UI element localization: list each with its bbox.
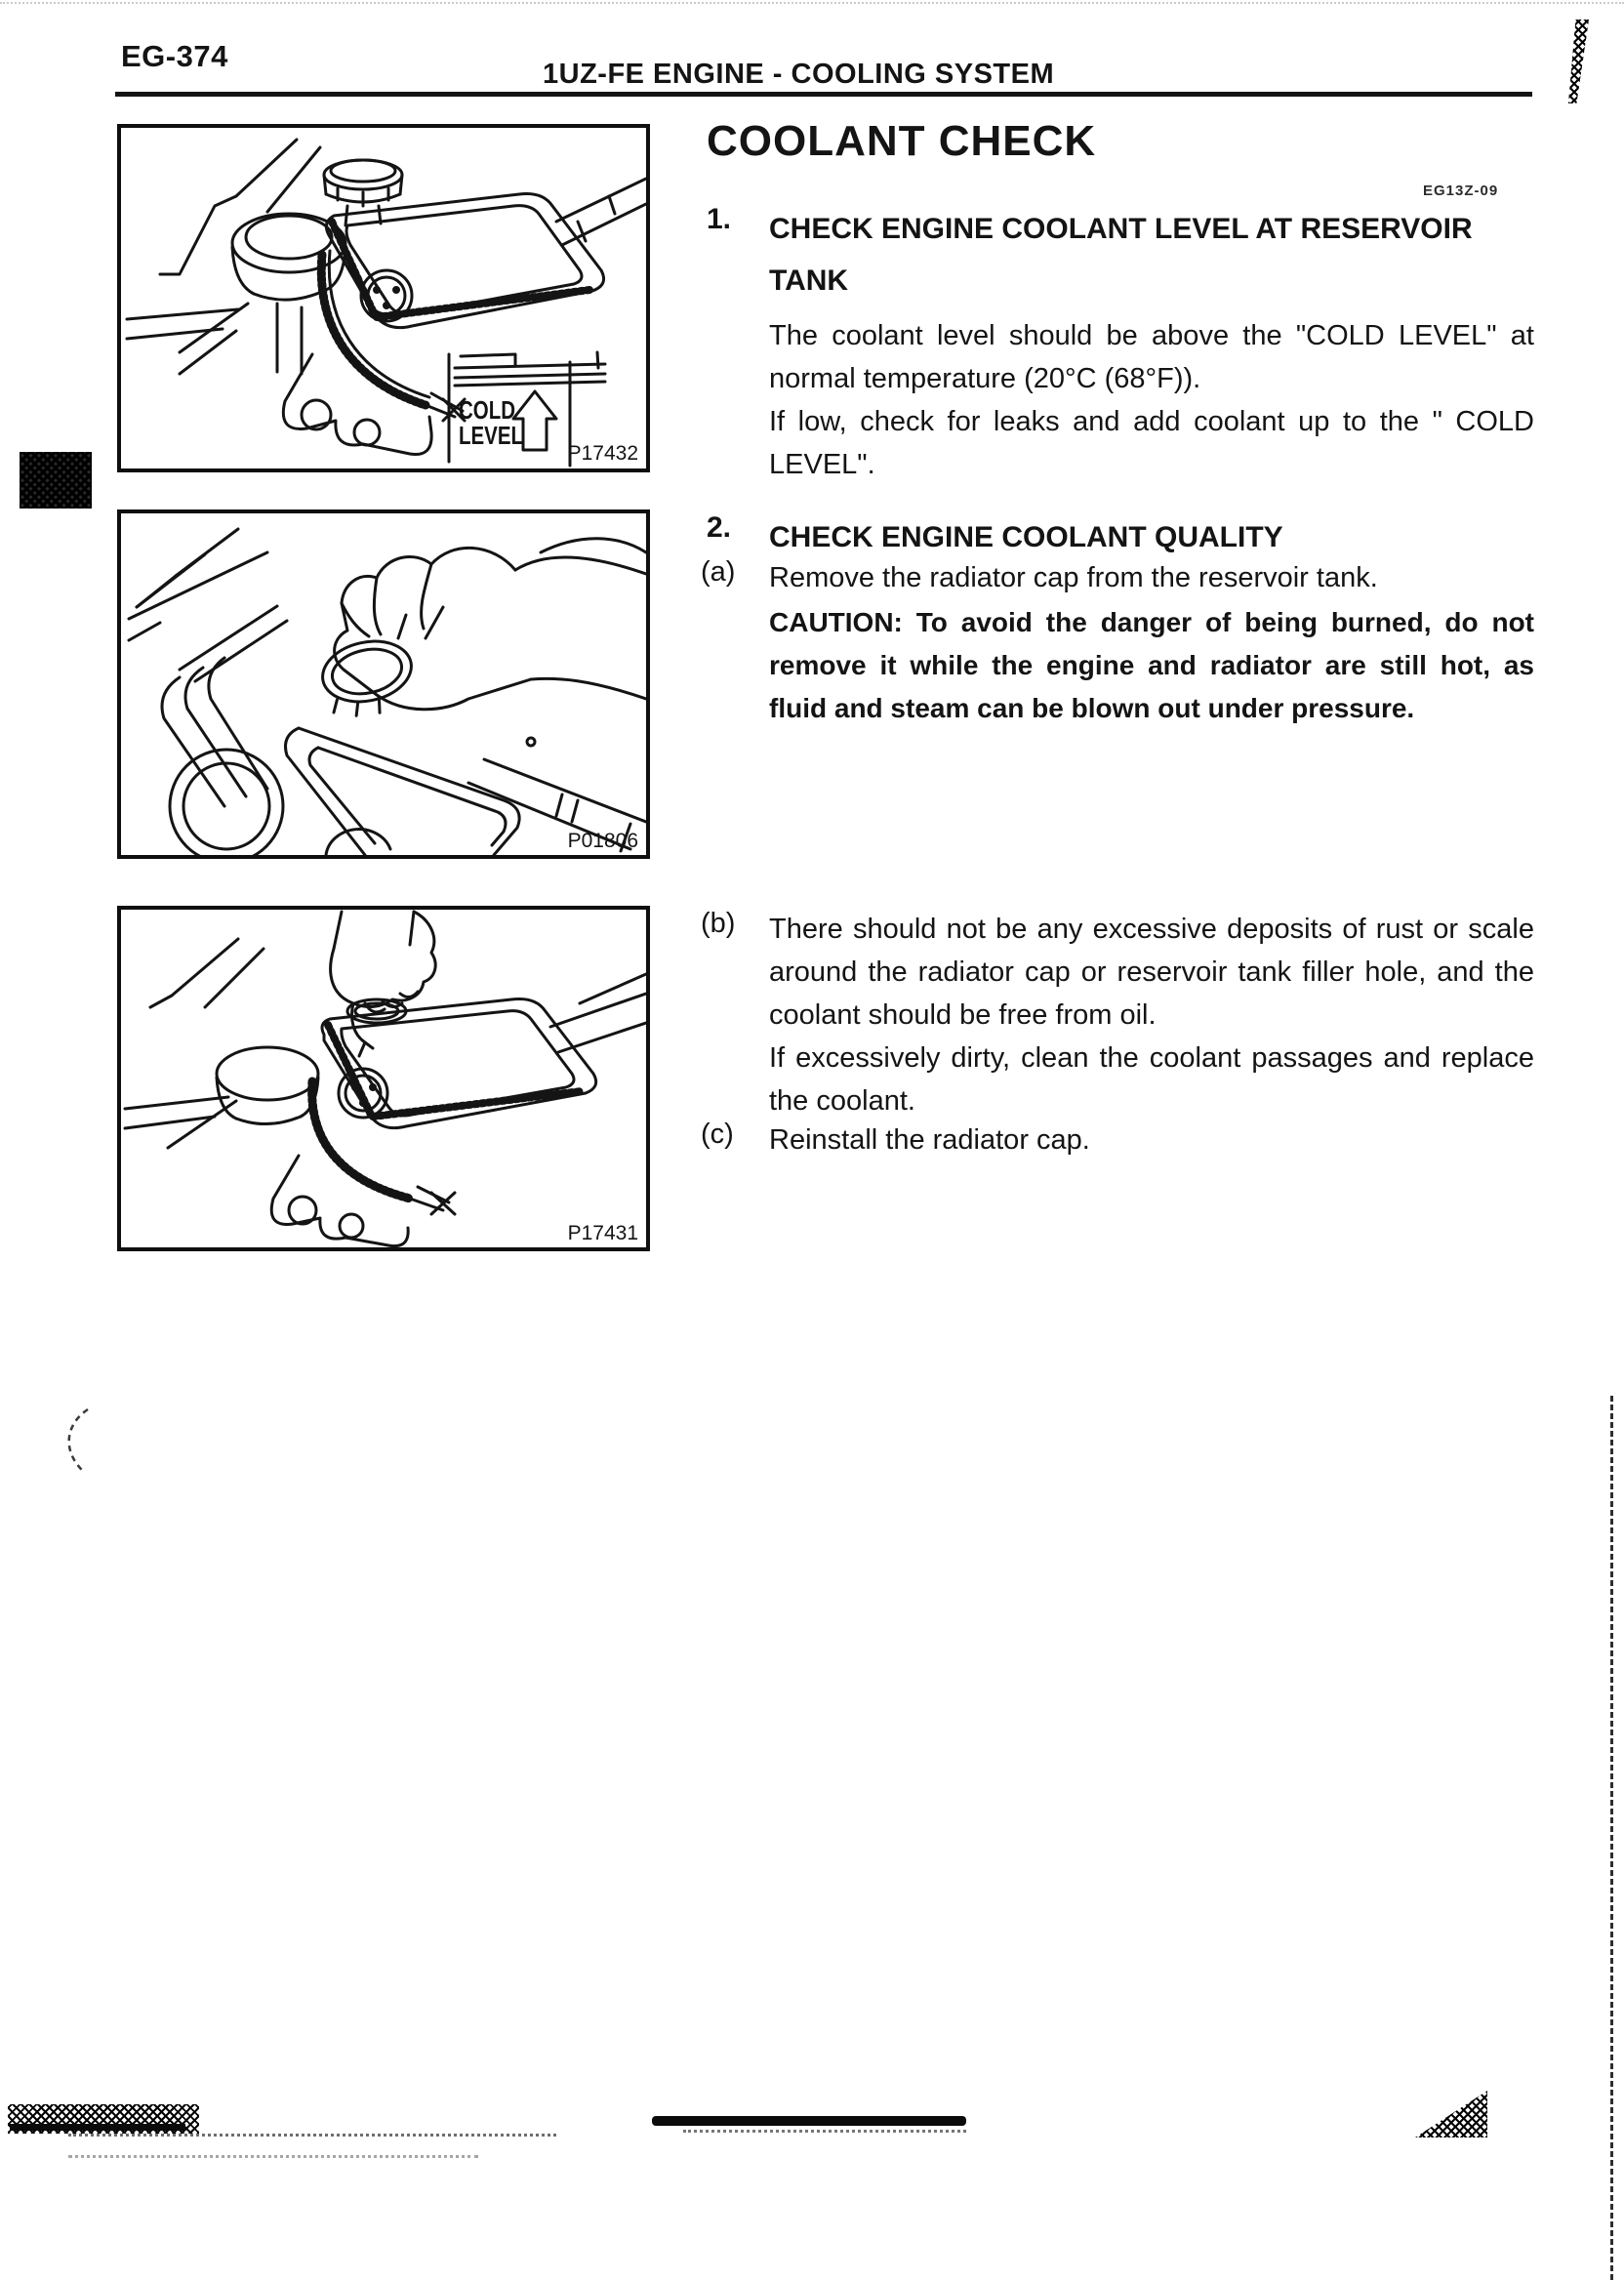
engine-bay-lines [127,140,320,374]
figure-check-filler [117,906,650,1251]
reservoir-tank-drawing [162,658,519,855]
substep-a-text: Remove the radiator cap from the reservoir tank. [769,562,1378,593]
step1-body [769,314,1534,486]
scan-noise-top [0,2,1624,4]
page-title: COOLANT CHECK [707,117,1097,165]
scan-noise-dots [68,2155,478,2158]
substep-b-label: (b) [701,908,736,939]
figure-code: P17432 [567,442,638,465]
pulley-circle [170,750,390,855]
substep-b-para2: If excessively dirty, clean the coolant passages and replace the coolant. [769,1042,1534,1117]
scan-artifact-top-right [1560,20,1589,103]
scan-artifact-bottom-left-bar [10,2124,185,2131]
engine-bay-lines [129,529,646,681]
right-pipe [556,179,646,245]
scan-artifact-mid-streak [652,2116,966,2126]
header-rule [115,92,1532,97]
hand-drawing [335,548,646,709]
step2-heading: CHECK ENGINE COOLANT QUALITY [769,521,1283,553]
braided-wire [321,251,465,421]
engine-bay-lines [125,939,264,1148]
cold-level-label-line2: LEVEL [459,421,524,450]
header-title: 1UZ-FE ENGINE - COOLING SYSTEM [543,59,1055,90]
substep-b-text [769,908,1534,1122]
remove-cap-illustration [121,513,646,855]
reservoir-tank-illustration [121,128,646,468]
scan-artifact-right-edge [1610,1396,1613,2280]
reservoir-tank-top [326,194,603,328]
step1-heading: CHECK ENGINE COOLANT LEVEL AT RESERVOIR TANK [769,213,1473,297]
mounting-bracket [271,1156,408,1246]
figure-code: P01806 [567,830,638,852]
page-number: EG-374 [121,39,228,73]
step1-number: 1. [707,203,732,235]
section-code: EG13Z-09 [1423,183,1499,199]
figure-code: P17431 [567,1222,638,1244]
right-pipe [550,974,646,1052]
scan-noise-dots [68,2134,556,2137]
pointing-hand-drawing [331,912,436,1056]
step1-para1: The coolant level should be above the "COLD LEVEL" at normal temperature (20°C (68°F)). [769,320,1534,394]
substep-c-label: (c) [701,1119,734,1150]
check-filler-illustration [121,910,646,1247]
left-cylinder [217,1047,318,1124]
substep-a-label: (a) [701,556,736,588]
step1-para2: If low, check for leaks and add coolant up to the " COLD LEVEL". [769,406,1534,480]
radiator-cap-drawing [317,633,420,723]
substep-c-text: Reinstall the radiator cap. [769,1124,1090,1156]
scan-artifact-bottom-right [1415,2091,1487,2138]
substep-b-para1: There should not be any excessive deposits of rust or scale around the radiator cap or reservoir tank filler hole, and the coolant should be free from oil. [769,914,1534,1031]
scan-noise-dots [683,2130,966,2133]
scan-artifact-paren [57,1407,96,1481]
cold-level-label-line1: COLD [459,395,515,425]
step2-number: 2. [707,511,732,544]
substep-a-caution: CAUTION: To avoid the danger of being burned, do not remove it while the engine and radiator are still hot, as fluid and steam can be blown out under pressure. [769,607,1534,723]
thumb-index-tab [20,452,92,509]
left-cylinder [232,214,345,374]
figure-remove-cap [117,509,650,859]
figure-coolant-level [117,124,650,472]
